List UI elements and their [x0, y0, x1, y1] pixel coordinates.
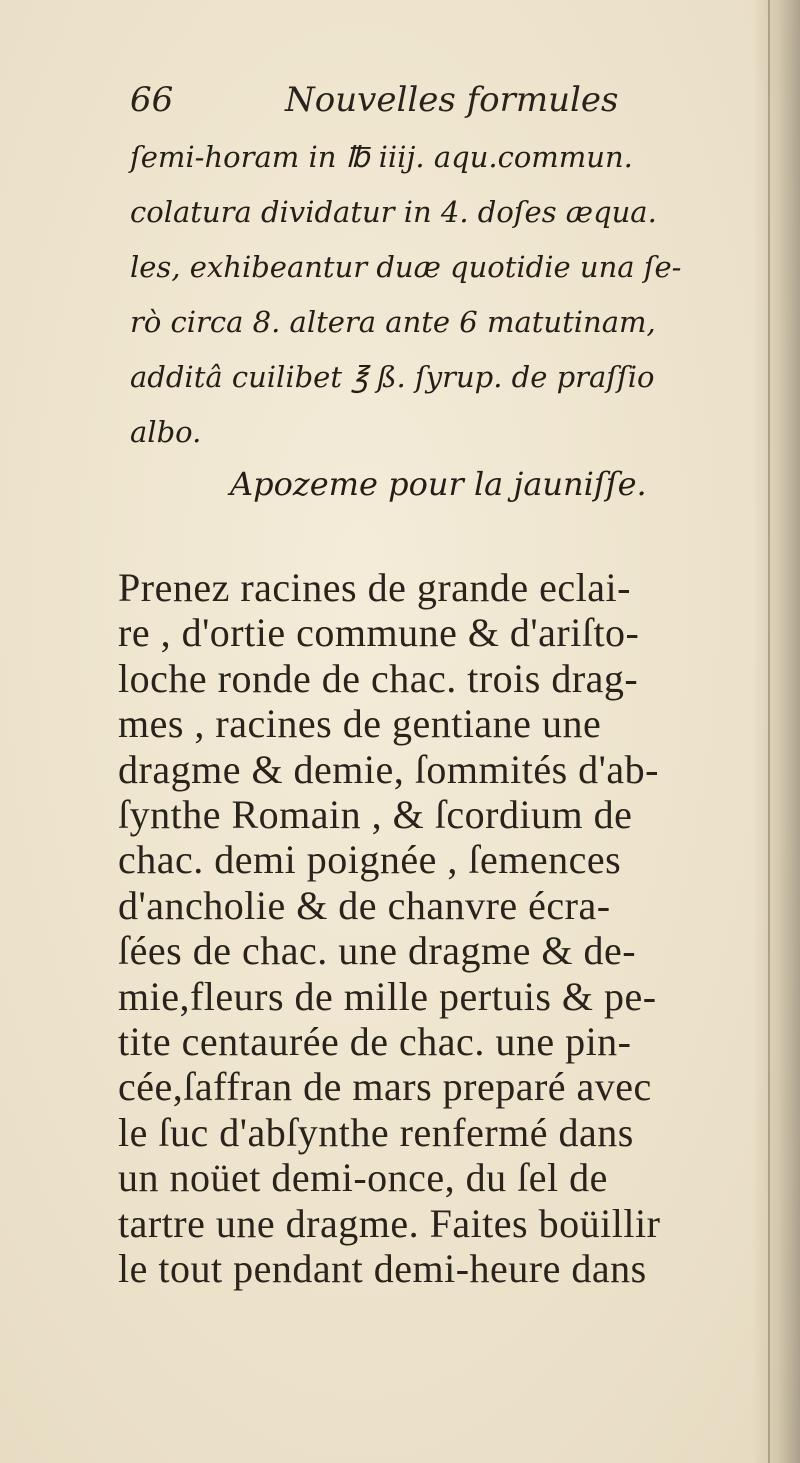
latin-prescription — [130, 130, 770, 460]
body-line: tite centaurée de chac. une pin- — [118, 1019, 632, 1065]
body-line: ſynthe Romain , & ſcordium de — [118, 792, 633, 838]
body-line: dragme & demie, ſommités d'ab- — [118, 746, 659, 792]
latin-line: les, exhibeantur duæ quotidie una ſe- — [130, 250, 682, 284]
body-line: loche ronde de chac. trois drag- — [118, 655, 639, 701]
page-header — [120, 80, 720, 130]
body-line: un noüet demi-once, du ſel de — [118, 1155, 608, 1201]
section-heading: Apozeme pour la jauniſſe. — [230, 465, 647, 503]
latin-line: colatura dividatur in 4. doſes æqua. — [130, 195, 657, 229]
running-title: Nouvelles formules — [285, 80, 619, 120]
body-line: d'ancholie & de chanvre écra- — [118, 882, 611, 928]
latin-line: albo. — [130, 415, 202, 449]
body-line: tartre une dragme. Faites boüillir — [118, 1200, 661, 1246]
body-line: le tout pendant demi-heure dans — [118, 1246, 647, 1292]
body-line: ſées de chac. une dragme & de- — [118, 928, 637, 974]
body-line: Prenez racines de grande eclai- — [118, 565, 631, 610]
page-number: 66 — [130, 80, 174, 120]
latin-line: rò circa 8. altera ante 6 matutinam, — [130, 305, 656, 339]
body-line: mes , racines de gentiane une — [118, 701, 602, 747]
body-line: le ſuc d'abſynthe renfermé dans — [118, 1109, 634, 1155]
recipe-body — [118, 565, 778, 1292]
latin-line: ſemi-horam in ℔ iiij. aqu.commun. — [130, 140, 633, 174]
body-line: cée,ſaffran de mars preparé avec — [118, 1064, 652, 1110]
latin-line: additâ cuilibet ℥ ß. ſyrup. de praſſio — [130, 360, 655, 394]
body-line: re , d'ortie commune & d'ariſto- — [118, 610, 640, 656]
body-line: chac. demi poignée , ſemences — [118, 837, 622, 883]
body-line: mie,fleurs de mille pertuis & pe- — [118, 973, 657, 1019]
